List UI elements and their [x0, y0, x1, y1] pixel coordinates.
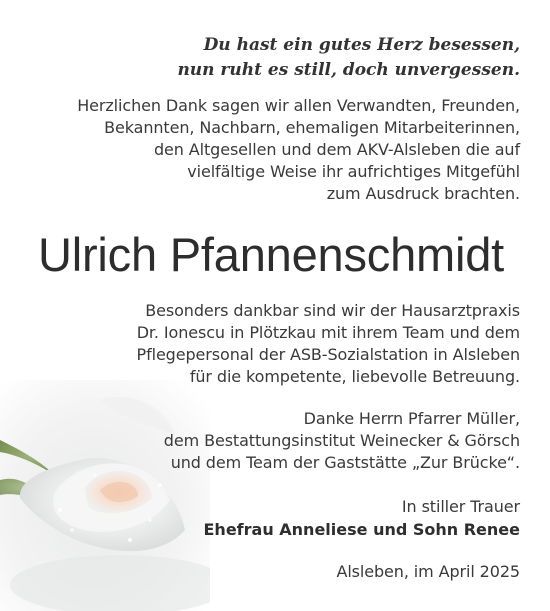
motto-line: Du hast ein gutes Herz besessen,: [203, 35, 520, 55]
text-line: zum Ausdruck brachten.: [326, 184, 520, 203]
text-line: den Altgesellen und dem AKV-Alsleben die auf: [153, 140, 520, 159]
text-line: dem Bestattungsinstitut Weinecker & Görsch: [163, 431, 520, 450]
text-line: für die kompetente, liebevolle Betreuung.: [189, 367, 520, 386]
text-line: Bekannten, Nachbarn, ehemaligen Mitarbeiterinnen,: [104, 118, 520, 137]
mourning-label: In stiller Trauer: [401, 497, 520, 516]
thanks-intro-paragraph: [77, 95, 520, 205]
text-line: Herzlichen Dank sagen wir allen Verwandten, Freunden,: [77, 96, 520, 115]
text-line: Pflegepersonal der ASB-Sozialstation in Alsleben: [136, 345, 520, 364]
family-names: Ehefrau Anneliese und Sohn Renee: [203, 520, 520, 539]
thanks-care-paragraph: [137, 300, 520, 388]
place-date: Alsleben, im April 2025: [336, 562, 520, 581]
text-line: Dr. Ionescu in Plötzkau mit ihrem Team und dem: [136, 323, 520, 342]
text-line: vielfältige Weise ihr aufrichtiges Mitgefühl: [187, 162, 520, 181]
mourning-signature: [204, 496, 521, 542]
deceased-name: Ulrich Pfannenschmidt: [38, 228, 505, 281]
motto-line: nun ruht es still, doch unvergessen.: [177, 60, 520, 80]
text-line: Danke Herrn Pfarrer Müller,: [303, 409, 520, 428]
thanks-service-paragraph: [164, 408, 520, 474]
text-line: und dem Team der Gaststätte „Zur Brücke“.: [170, 453, 520, 472]
memorial-motto: [177, 33, 520, 83]
text-line: Besonders dankbar sind wir der Hausarztpraxis: [145, 301, 520, 320]
